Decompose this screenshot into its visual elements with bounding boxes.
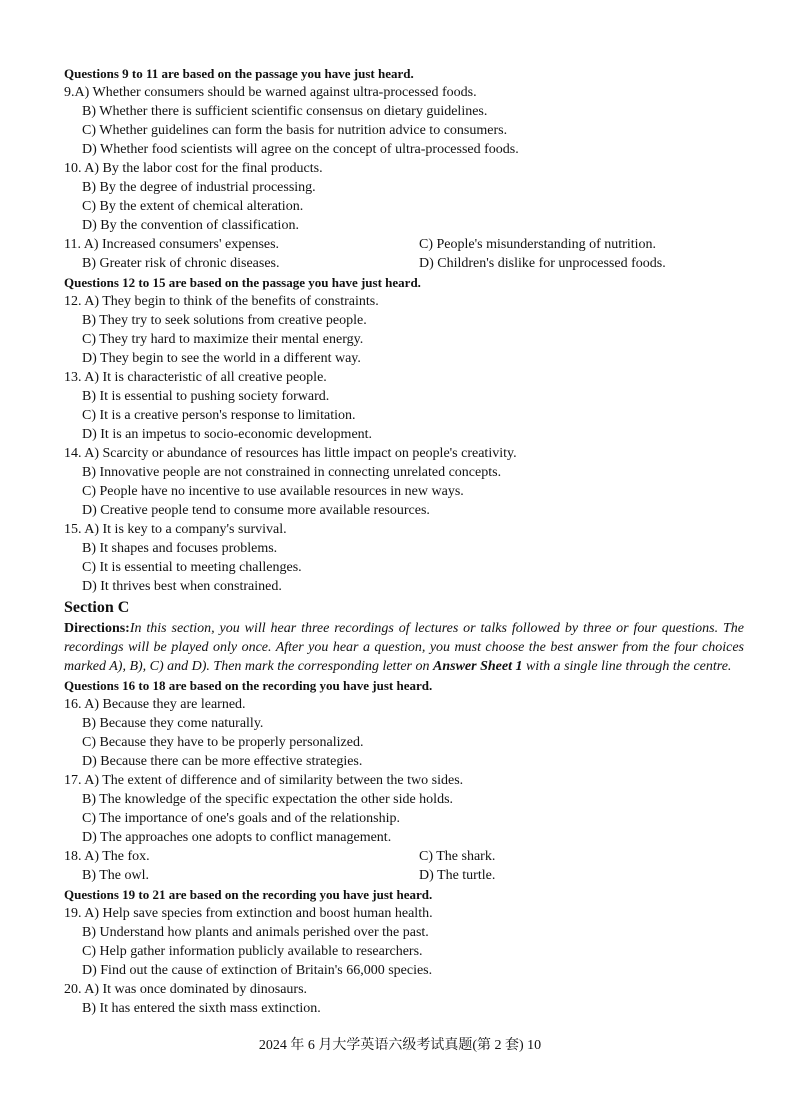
option-a: A) The extent of difference and of similarity between the two sides. xyxy=(84,773,464,788)
question-number: 18. xyxy=(64,849,82,864)
option-a: A) It is key to a company's survival. xyxy=(84,522,287,537)
section-c-directions xyxy=(64,619,744,676)
option-a: A) It is characteristic of all creative people. xyxy=(84,370,327,385)
option-d: D) Children's dislike for unprocessed foods. xyxy=(419,256,666,271)
question-number: 15. xyxy=(64,522,82,537)
option-c: C) They try hard to maximize their mental energy. xyxy=(82,332,364,347)
option-b: B) Innovative people are not constrained in connecting unrelated concepts. xyxy=(82,465,502,480)
option-a: A) By the labor cost for the final products. xyxy=(84,161,323,176)
question-20 xyxy=(64,980,744,999)
question-9 xyxy=(64,83,744,102)
question-11-row-1 xyxy=(64,235,744,254)
option-b: B) The owl. xyxy=(82,868,150,883)
option-b: B) By the degree of industrial processing. xyxy=(82,180,316,195)
option-a: A) The fox. xyxy=(84,849,150,864)
option-d: D) Because there can be more effective strategies. xyxy=(82,754,363,769)
option-d: D) The turtle. xyxy=(419,868,496,883)
page-content xyxy=(64,64,744,1018)
option-d: D) It thrives best when constrained. xyxy=(82,579,282,594)
option-d: D) The approaches one adopts to conflict management. xyxy=(82,830,392,845)
option-b: B) The knowledge of the specific expectation the other side holds. xyxy=(82,792,454,807)
option-d: D) Creative people tend to consume more available resources. xyxy=(82,503,430,518)
option-a: A) Help save species from extinction and boost human health. xyxy=(84,906,433,921)
option-b: B) Because they come naturally. xyxy=(82,716,264,731)
option-b: B) It shapes and focuses problems. xyxy=(82,541,278,556)
question-number: 12. xyxy=(64,294,82,309)
group-heading-16-18: Questions 16 to 18 are based on the recording you have just heard. xyxy=(64,678,433,693)
question-10 xyxy=(64,159,744,178)
question-number: 14. xyxy=(64,446,82,461)
option-a: A) Whether consumers should be warned against ultra-processed foods. xyxy=(74,85,477,100)
option-a: A) Because they are learned. xyxy=(84,697,246,712)
option-d: D) It is an impetus to socio-economic development. xyxy=(82,427,373,442)
option-b: B) They try to seek solutions from creative people. xyxy=(82,313,367,328)
question-14 xyxy=(64,444,744,463)
option-c: C) It is a creative person's response to limitation. xyxy=(82,408,356,423)
question-15 xyxy=(64,520,744,539)
option-d: D) Find out the cause of extinction of Britain's 66,000 species. xyxy=(82,963,433,978)
option-c: C) The shark. xyxy=(419,849,496,864)
question-number: 19. xyxy=(64,906,82,921)
option-b: B) Greater risk of chronic diseases. xyxy=(82,256,280,271)
question-19 xyxy=(64,904,744,923)
group-heading-12-15: Questions 12 to 15 are based on the passage you have just heard. xyxy=(64,275,421,290)
option-c: C) It is essential to meeting challenges. xyxy=(82,560,302,575)
page-footer: 2024 年 6 月大学英语六级考试真题(第 2 套) 10 xyxy=(258,1038,542,1053)
option-a: A) It was once dominated by dinosaurs. xyxy=(84,982,308,997)
question-11-row-2 xyxy=(64,254,744,273)
question-13 xyxy=(64,368,744,387)
question-12 xyxy=(64,292,744,311)
question-number: 20. xyxy=(64,982,82,997)
option-b: B) It has entered the sixth mass extinction. xyxy=(82,1001,321,1016)
option-a: A) Increased consumers' expenses. xyxy=(83,237,280,252)
option-b: B) It is essential to pushing society forward. xyxy=(82,389,330,404)
option-d: D) They begin to see the world in a different way. xyxy=(82,351,361,366)
question-16 xyxy=(64,695,744,714)
option-b: B) Whether there is sufficient scientific consensus on dietary guidelines. xyxy=(82,104,488,119)
option-a: A) They begin to think of the benefits of constraints. xyxy=(84,294,379,309)
option-c: C) Because they have to be properly personalized. xyxy=(82,735,364,750)
question-number: 13. xyxy=(64,370,82,385)
question-18-row-2 xyxy=(64,866,744,885)
option-c: C) The importance of one's goals and of the relationship. xyxy=(82,811,400,826)
answer-sheet-label: Answer Sheet 1 xyxy=(433,659,523,674)
group-heading-9-11: Questions 9 to 11 are based on the passage you have just heard. xyxy=(64,66,414,81)
option-c: C) Help gather information publicly available to researchers. xyxy=(82,944,423,959)
option-c: C) People's misunderstanding of nutrition. xyxy=(419,237,657,252)
directions-text-2: with a single line through the centre. xyxy=(522,659,732,674)
option-c: C) People have no incentive to use available resources in new ways. xyxy=(82,484,464,499)
question-18-row-1 xyxy=(64,847,744,866)
directions-text-1: In this section, you will hear three recordings of lectures or talks followed by three or four questions. The recordings will be played only once. After you hear a question, you must choose the best answer from the four choices marked A), B), C) and D). Then mark the corresponding letter on xyxy=(64,621,744,674)
question-number: 11. xyxy=(64,237,81,252)
section-c-title: Section C xyxy=(64,599,130,616)
question-number: 17. xyxy=(64,773,82,788)
option-a: A) Scarcity or abundance of resources has little impact on people's creativity. xyxy=(84,446,517,461)
option-c: C) By the extent of chemical alteration. xyxy=(82,199,304,214)
question-number: 9. xyxy=(64,85,75,100)
question-17 xyxy=(64,771,744,790)
option-c: C) Whether guidelines can form the basis for nutrition advice to consumers. xyxy=(82,123,508,138)
group-heading-19-21: Questions 19 to 21 are based on the recording you have just heard. xyxy=(64,887,433,902)
directions-label: Directions: xyxy=(64,621,130,636)
option-b: B) Understand how plants and animals perished over the past. xyxy=(82,925,429,940)
option-d: D) Whether food scientists will agree on the concept of ultra-processed foods. xyxy=(82,142,519,157)
question-number: 10. xyxy=(64,161,82,176)
option-d: D) By the convention of classification. xyxy=(82,218,299,233)
question-number: 16. xyxy=(64,697,82,712)
